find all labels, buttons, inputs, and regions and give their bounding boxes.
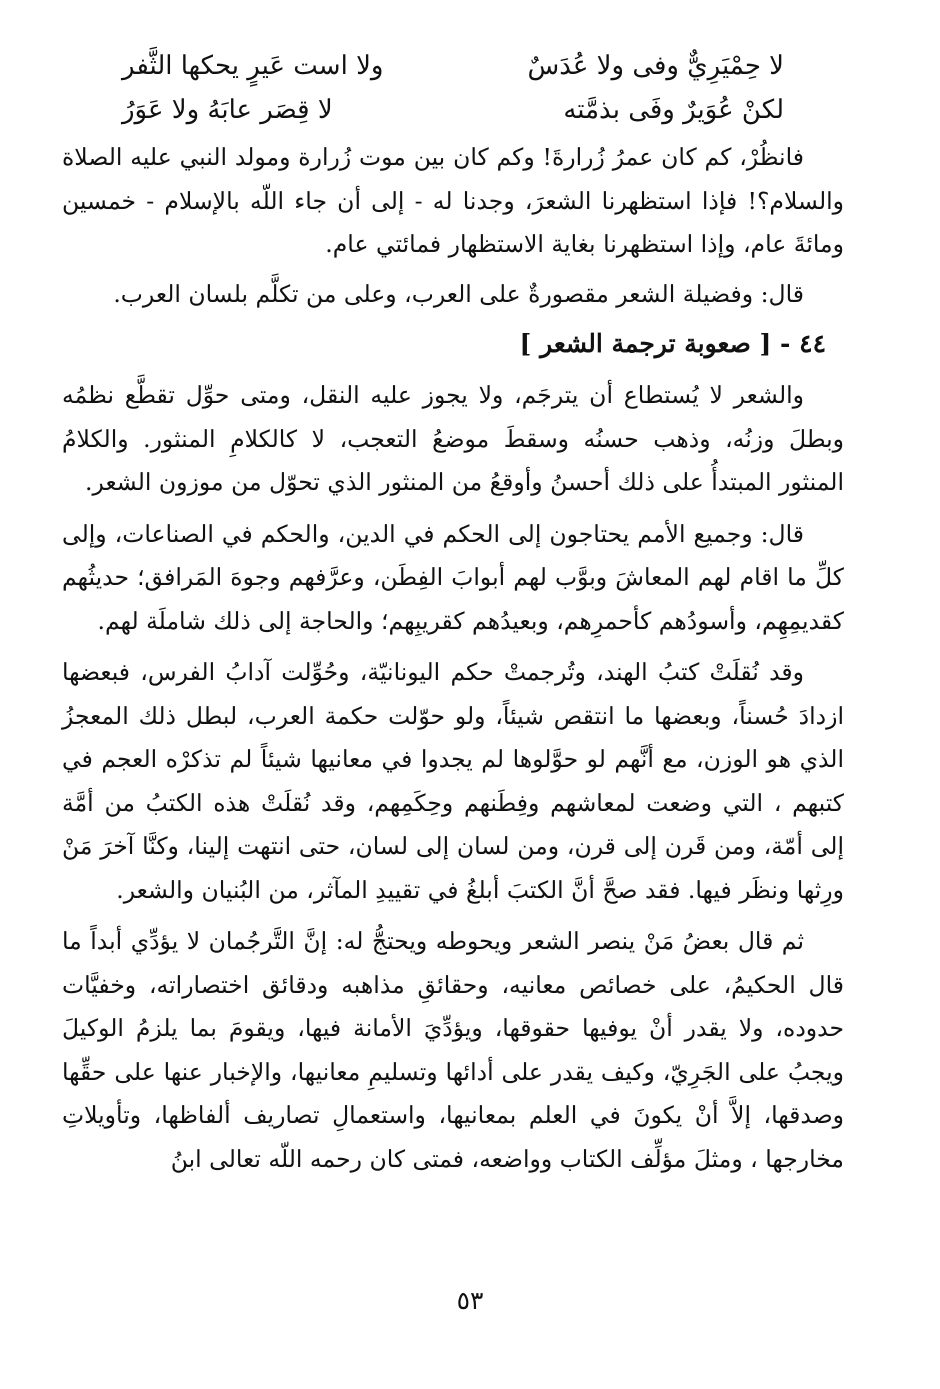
verse-1-first-hemistich: لا حِمْيَرِيٌّ وفى ولا عُدَسٌ bbox=[527, 51, 784, 81]
paragraph-translator-argument: ثم قال بعضُ مَنْ ينصر الشعر ويحوطه ويحتجُّ له: إنَّ التَّرجُمان لا يؤدِّي أبداً ما قال الحكيمُ، على خصائص معانيه، وحقائقِ مذاهبه ودقائق اختصاراته، وخفيَّات حدوده، ولا يقدر أنْ يوفيها حقوقها، ويؤدِّيَ الأمانة فيها، ويقومَ بما يلزمُ الوكيلَ ويجبُ على الجَرِيّ، وكيف يقدر على أدائها وتسليمِ معانيها، والإخبار عنها على حقِّها وصدقها، إلاَّ أنْ يكونَ في العلم بمعانيها، واستعمالِ تصاريف ألفاظها، وتأويلاتِ مخارجها ، ومثلَ مؤلِّف الكتاب وواضعه، فمتى كان رحمه اللّه تعالى ابنُ bbox=[62, 927, 844, 1173]
page-body bbox=[62, 44, 844, 1349]
verse-2-second-hemistich: لا قِصَر عابَهُ ولا عَوَرُ bbox=[122, 95, 333, 125]
paragraph-zurara: فانظُرْ، كم كان عمرُ زُرارةَ! وكم كان بين موت زُرارة ومولد النبي عليه الصلاة والسلام؟! فإذا استظهرنا الشعرَ، وجدنا له - إلى أن جاء اللّه بالإسلام - خمسين ومائةَ عام، وإذا استظهرنا بغاية الاستظهار فمائتي عام. bbox=[62, 143, 844, 258]
verse-line-1 bbox=[62, 44, 844, 88]
section-heading: ٤٤ - [ صعوبة ترجمة الشعر ] bbox=[519, 329, 826, 358]
verse-2-first-hemistich: لكنْ عُوَيرٌ وفَى بذمَّته bbox=[563, 95, 784, 125]
paragraph-poetry-virtue: قال: وفضيلة الشعر مقصورةٌ على العرب، وعلى من تكلَّم بلسان العرب. bbox=[113, 279, 804, 308]
paragraph-untranslatable: والشعر لا يُستطاع أن يترجَم، ولا يجوز عليه النقل، ومتى حوِّل تقطَّع نظمُه وبطلَ وزنُه، وذهب حسنُه وسقطَ موضعُ التعجب، لا كالكلامِ المنثور. والكلامُ المنثور المبتدأُ على ذلك أحسنُ وأوقعُ من المنثور الذي تحوّل من موزون الشعر. bbox=[62, 381, 844, 496]
paragraph-translated-books: وقد نُقلَتْ كتبُ الهند، وتُرجمتْ حكم اليونانيّة، وحُوِّلت آدابُ الفرس، فبعضها ازدادَ حُسناً، وبعضها ما انتقص شيئاً، ولو حوّلت حكمة العرب، لبطل ذلك المعجزُ الذي هو الوزن، مع أنَّهم لو حوَّلوها لم يجدوا في معانيها شيئاً لم تذكرْه العجم في كتبهم ، التي وضعت لمعاشهم وفِطَنهم وحِكَمِهم، وقد نُقلَتْ هذه الكتبُ من أمَّة إلى أمّة، ومن قَرن إلى قرن، ومن لسان إلى لسان، حتى انتهت إلينا، وكنَّا آخرَ مَنْ ورِثها ونظَر فيها. فقد صحَّ أنَّ الكتبَ أبلغُ في تقييدِ المآثر، من البُنيان والشعر. bbox=[62, 658, 844, 904]
page-number: ٥٣ bbox=[456, 1286, 484, 1315]
paragraph-nations-need: قال: وجميع الأمم يحتاجون إلى الحكم في الدين، والحكم في الصناعات، وإلى كلِّ ما اقام لهم المعاشَ وبوَّب لهم أبوابَ الفِطَن، وعرَّفهم وجوهَ المَرافق؛ حديثُهم كقديمِهِم، وأسودُهم كأحمرِهم، وبعيدُهم كقريبِهم؛ والحاجة إلى ذلك شاملَة لهم. bbox=[62, 519, 844, 635]
verse-line-2 bbox=[62, 88, 844, 132]
verse-1-second-hemistich: ولا است عَيرٍ يحكها الثَّفر bbox=[122, 51, 384, 81]
poem-verses bbox=[62, 44, 844, 132]
